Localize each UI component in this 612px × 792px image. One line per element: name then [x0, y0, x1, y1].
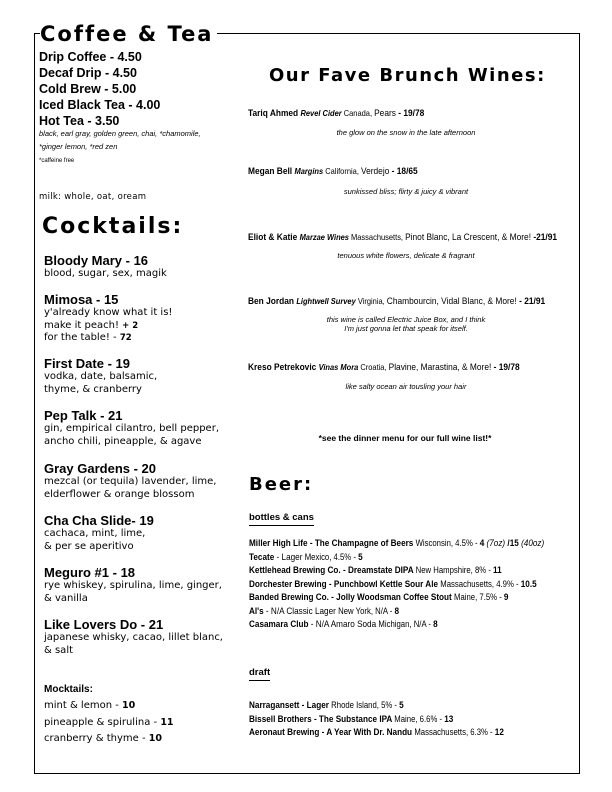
cocktail-name: Mimosa - 15 [44, 292, 119, 307]
cocktail-desc: ancho chili, pineapple, & agave [44, 435, 202, 447]
cocktail-name: Meguro #1 - 18 [44, 565, 136, 580]
cocktail-desc: & salt [44, 644, 74, 656]
cocktail-item [44, 408, 219, 448]
wine-maker: Marzae Wines [299, 232, 352, 242]
bottles-cans-label: bottles & cans [249, 512, 314, 526]
mocktail-label: mint & lemon - [44, 700, 123, 711]
cocktail-desc: & per se aperitivo [44, 540, 134, 552]
cocktail-desc: cachaca, mint, lime, [44, 528, 146, 539]
cocktail-item [44, 356, 157, 396]
mocktail-label: cranberry & thyme - [44, 733, 149, 744]
wine-note: like salty ocean air tousling your hair [345, 382, 467, 391]
beer-brewery: Al's [249, 605, 264, 617]
beer-price: 5 [358, 551, 363, 563]
beer-detail: Michigan, N/A - [378, 619, 434, 629]
beer-size-2: (40oz) [521, 538, 545, 549]
caffeine-note: *caffeine free [39, 158, 75, 164]
mocktail-label: pineapple & spirulina - [44, 716, 161, 728]
beer-item [249, 537, 544, 551]
beer-brewery: Aeronaut Brewing [249, 727, 320, 738]
beer-detail: Massachusetts, 6.3% - [414, 727, 495, 737]
wine-maker: Margins [294, 166, 326, 176]
cocktail-desc: thyme, & cranberry [44, 383, 142, 395]
wine-region: Virginia, [357, 296, 387, 306]
wine-price: - 19/78 [491, 362, 520, 373]
beer-detail: Wisconsin, 4.5% - [415, 538, 480, 548]
coffee-item: Hot Tea - 3.50 [39, 114, 120, 128]
beer-item [249, 564, 544, 578]
beer-style: - Jolly Woodsman Coffee Stout [328, 592, 455, 603]
beer-brewery: Bissell Brothers [249, 713, 312, 725]
cocktail-desc: elderflower & orange blossom [44, 488, 195, 500]
beer-price-2: /15 [507, 538, 522, 549]
mocktail-price: 10 [122, 700, 136, 711]
wine-person: Eliot & Katie [248, 232, 300, 243]
draft-label: draft [249, 667, 270, 681]
wine-item [248, 232, 557, 243]
beer-style: - The Substance IPA [311, 713, 395, 725]
beer-price: 4 [479, 538, 487, 549]
tea-list-line: black, earl gray, golden green, chai, *chamomile, [39, 129, 201, 138]
cocktail-item [44, 617, 223, 657]
beer-item [249, 605, 544, 619]
beer-price: 5 [399, 700, 404, 711]
coffee-item: Decaf Drip - 4.50 [39, 66, 137, 80]
cocktail-desc: & vanilla [44, 592, 88, 604]
beer-item [249, 591, 544, 605]
beer-detail: Rhode Island, 5% - [331, 700, 400, 710]
cocktail-name: Cha Cha Slide- 19 [44, 513, 154, 528]
cocktail-name: Gray Gardens - 20 [44, 461, 156, 476]
beer-style: - Dreamstate DIPA [340, 565, 416, 576]
cocktail-name: Like Lovers Do - 21 [44, 617, 164, 632]
beer-item [249, 699, 504, 713]
mocktail-list [44, 698, 174, 748]
beer-brewery: Tecate [249, 551, 275, 563]
wine-maker: Revel Cider [300, 108, 344, 118]
cocktail-table-price: 72 [119, 333, 132, 343]
cocktail-desc: blood, sugar, sex, magik [44, 268, 167, 279]
wine-price: - 21/91 [516, 296, 546, 307]
cocktail-desc: y'already know what it is! [44, 307, 173, 318]
mocktail-price: 10 [148, 733, 162, 744]
cocktail-desc: vodka, date, balsamic, [44, 371, 158, 382]
cocktail-desc-text: make it peach! [44, 319, 123, 331]
beer-brewery: Casamara Club [249, 619, 309, 630]
wine-maker: Lightwell Survey [296, 296, 358, 306]
wine-price: - 18/65 [389, 166, 418, 177]
milk-options: milk: whole, oat, oream [39, 192, 147, 202]
beer-brewery: Dorchester Brewing [249, 578, 327, 590]
beer-style: - Lager [299, 700, 332, 711]
beer-style: - Lager [274, 551, 305, 563]
cocktail-desc: rye whiskey, spirulina, lime, ginger, [44, 580, 222, 591]
mocktail-item [44, 731, 174, 748]
wine-item [248, 166, 418, 177]
wine-grapes: Plavine, Marastina, & More! [388, 362, 492, 373]
beer-detail: New Hampshire, 8% - [415, 565, 494, 575]
cocktail-item [44, 253, 167, 281]
mocktail-price: 11 [160, 716, 174, 728]
wine-person: Tariq Ahmed [248, 108, 301, 119]
wine-item [248, 296, 545, 307]
beer-brewery: Kettlehead Brewing Co. [249, 565, 341, 576]
cocktail-name: Bloody Mary - 16 [44, 253, 149, 268]
wine-price: - 19/78 [395, 108, 425, 119]
beer-detail: Maine, 7.5% - [454, 592, 504, 602]
draft-list [249, 699, 545, 740]
mocktails-heading: Mocktails: [44, 684, 93, 695]
wine-grapes: Pinot Blanc, La Crescent, & More! [405, 232, 532, 243]
beer-detail: Massachusetts, 4.9% - [440, 578, 521, 589]
beer-style: - Punchbowl Kettle Sour Ale [326, 578, 441, 590]
wine-note: sunkissed bliss; flirty & juicy & vibrant [343, 187, 469, 196]
coffee-tea-heading: Coffee & Tea [40, 22, 217, 46]
beer-style: - N/A Classic Lager [263, 605, 339, 617]
mocktail-item [44, 698, 174, 715]
beer-item [249, 551, 544, 565]
cocktail-item [44, 292, 172, 345]
beer-price: 8 [394, 605, 400, 617]
coffee-list [39, 49, 160, 129]
wine-grapes: Pears [374, 108, 396, 119]
beer-brewery: Banded Brewing Co. [249, 592, 329, 603]
wine-person: Ben Jordan [248, 296, 297, 307]
beer-style: - N/A Amaro Soda [308, 619, 379, 630]
beer-style: - The Champagne of Beers [307, 538, 416, 549]
beer-price: 13 [444, 713, 454, 725]
cocktail-desc: mezcal (or tequila) lavender, lime, [44, 476, 217, 487]
beer-item [249, 726, 504, 740]
cocktail-upcharge: + 2 [122, 320, 139, 331]
cocktail-item [44, 565, 222, 605]
beer-detail: Mexico, 4.5% - [304, 551, 359, 562]
cocktail-desc: gin, empirical cilantro, bell pepper, [44, 423, 219, 434]
cocktail-desc [44, 332, 172, 345]
wine-note: this wine is called Electric Juice Box, and I think [326, 315, 486, 324]
beer-brewery: Miller High Life [249, 538, 308, 549]
wine-price: -21/91 [531, 232, 558, 243]
coffee-item: Cold Brew - 5.00 [39, 82, 137, 96]
wine-region: Canada, [343, 108, 375, 118]
wine-region: Massachusetts, [351, 232, 406, 242]
wine-item [248, 108, 424, 119]
wine-maker: Vinas Mora [318, 362, 361, 372]
beer-heading: Beer: [249, 474, 314, 495]
beer-price: 11 [493, 565, 502, 576]
wine-item [248, 362, 520, 373]
beer-size: (7oz) [486, 538, 508, 549]
beer-item [249, 713, 504, 727]
wine-list-footnote: *see the dinner menu for our full wine list!* [318, 433, 492, 443]
cocktail-name: First Date - 19 [44, 356, 130, 371]
cocktail-item [44, 513, 154, 553]
bottles-list [249, 537, 592, 632]
cocktail-desc-text: for the table! - [44, 332, 120, 343]
beer-item [249, 578, 544, 592]
wine-note: I'm just gonna let that speak for itself. [344, 324, 468, 333]
beer-style: - A Year With Dr. Nandu [319, 727, 415, 738]
beer-price: 9 [503, 592, 509, 603]
cocktail-desc: japanese whisky, cacao, lillet blanc, [44, 632, 223, 643]
beer-price: 8 [433, 619, 438, 630]
cocktail-desc [44, 320, 172, 333]
wine-note: the glow on the snow in the late afternoon [336, 128, 476, 137]
beer-item [249, 618, 544, 632]
beer-detail: New York, N/A - [338, 605, 395, 616]
wine-person: Megan Bell [248, 166, 295, 177]
wine-grapes: Chambourcin, Vidal Blanc, & More! [386, 296, 517, 307]
coffee-item: Iced Black Tea - 4.00 [39, 98, 161, 112]
tea-list-line: *ginger lemon, *red zen [39, 142, 118, 151]
wine-person: Kreso Petrekovic [248, 362, 319, 373]
coffee-item: Drip Coffee - 4.50 [39, 50, 142, 64]
mocktail-item [44, 715, 174, 732]
wine-grapes: Verdejo [360, 166, 390, 177]
wine-region: California, [325, 166, 361, 176]
beer-price: 12 [494, 727, 504, 738]
beer-brewery: Narragansett [249, 700, 300, 711]
wine-note: tenuous white flowers, delicate & fragrant [337, 251, 475, 260]
cocktails-heading: Cocktails: [42, 214, 184, 239]
cocktail-item [44, 461, 216, 501]
beer-detail: Maine, 6.6% - [394, 713, 445, 724]
wines-heading: Our Fave Brunch Wines: [269, 65, 546, 86]
wine-region: Croatia, [360, 362, 389, 372]
beer-price: 10.5 [520, 578, 537, 590]
cocktail-name: Pep Talk - 21 [44, 408, 123, 423]
